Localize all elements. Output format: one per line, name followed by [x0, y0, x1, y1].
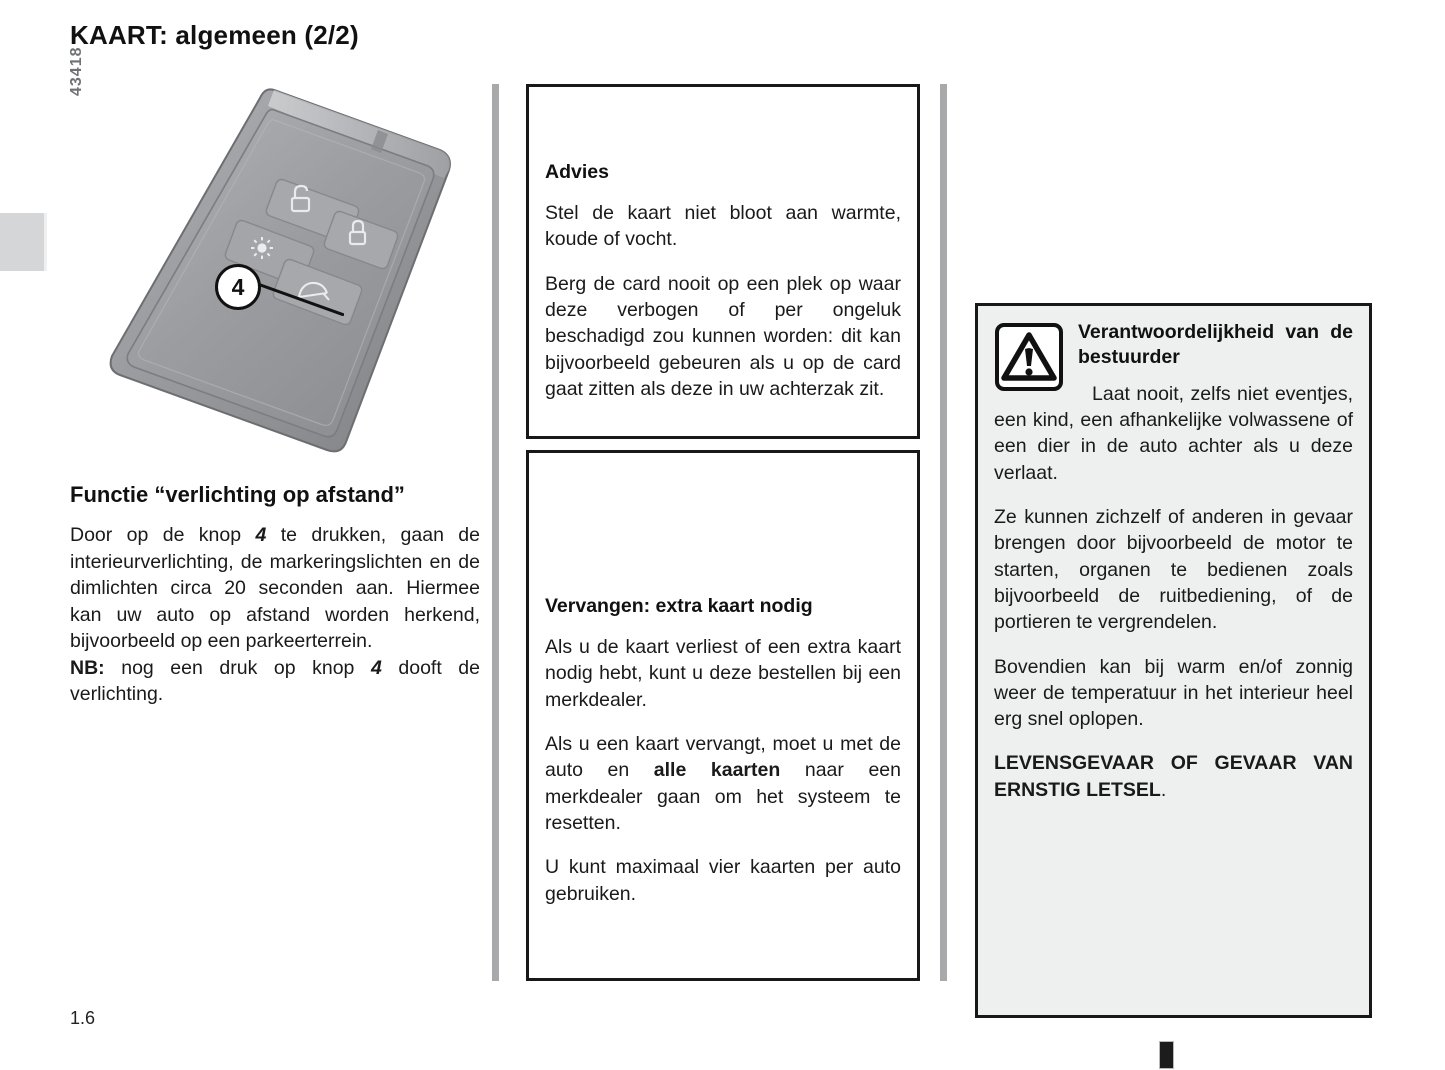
- page-title: KAART: algemeen (2/2): [70, 20, 359, 50]
- warning-paragraph-3: Bovendien kan bij warm en/of zonnig weer de temperatuur in het interieur heel erg snel oplopen.: [994, 655, 1353, 731]
- nb-label: NB:: [70, 656, 105, 679]
- column-divider-left: [492, 84, 499, 981]
- keycard-illustration: [78, 84, 478, 469]
- advies-box: [526, 84, 920, 439]
- warning-heading: Verantwoordelijkheid van de bestuurder: [1078, 321, 1353, 369]
- advies-paragraph-2: Berg de card nooit op een plek op waar deze verbogen of per ongeluk beschadigd zou kunnen worden: dit kan bijvoorbeeld gebeuren als u op de card gaat zitten als deze in uw achterzak zit.: [545, 272, 901, 400]
- nb-text-b: dooft de verlichting.: [70, 656, 480, 706]
- left-column-text: [70, 482, 480, 708]
- paragraph-text-b: te drukken, gaan de interieurverlichting, de markeringslichten en de dimlichten circa 20 seconden aan. Hiermee kan uw auto op afstand worden herkend, bijvoorbeeld op een parkeerterrein.: [70, 524, 480, 653]
- warning-paragraph-2: Ze kunnen zichzelf of anderen in gevaar brengen door bijvoorbeeld de motor te starten, organen te bedienen zoals bijvoorbeeld de ruitbediening, of de portieren te vergrendelen.: [994, 505, 1353, 634]
- paragraph-text-a: Door op de knop: [70, 524, 256, 546]
- column-divider-right: [940, 84, 947, 981]
- vervangen-paragraph-3: U kunt maximaal vier kaarten per auto gebruiken.: [545, 856, 901, 905]
- page-edge-marker: [1159, 1041, 1174, 1069]
- advies-paragraph-1: Stel de kaart niet bloot aan warmte, koude of vocht.: [545, 202, 901, 251]
- advies-heading: Advies: [545, 161, 609, 183]
- vervangen-text-b: naar een merkdealer gaan om het systeem te resetten.: [545, 759, 901, 834]
- vervangen-text-a: Als u een kaart vervangt, moet u met de auto en: [545, 732, 901, 782]
- callout-leader-line: [252, 282, 344, 316]
- vervangen-heading: Vervangen: extra kaart nodig: [545, 595, 813, 617]
- warning-emphasis-bold: LEVENSGEVAAR OF GEVAAR VAN ERNSTIG LETSEL: [994, 752, 1353, 801]
- vervangen-box: [526, 450, 920, 981]
- figure-reference-number: 43418: [68, 46, 85, 96]
- nb-text-a: nog een druk op knop: [104, 656, 371, 679]
- warning-emphasis-tail: .: [1160, 778, 1167, 801]
- page-number: 1.6: [70, 1008, 96, 1028]
- remote-lighting-paragraph: [70, 522, 480, 708]
- vervangen-paragraph-2: [545, 731, 901, 836]
- vervangen-paragraph-1: Als u de kaart verliest of een extra kaart nodig hebt, kunt u deze bestellen bij een merkdealer.: [545, 636, 901, 711]
- warning-triangle-icon: [994, 322, 1064, 392]
- button-ref-4b: 4: [370, 656, 382, 679]
- section-heading-remote-lighting: Functie “verlichting op afstand”: [70, 482, 405, 507]
- chapter-edge-tab: [0, 213, 47, 271]
- warning-emphasis: [994, 750, 1353, 803]
- warning-paragraph-1: Laat nooit, zelfs niet eventjes, een kind, een afhankelijke volwassene of een dier in de auto achter als u deze verlaat.: [994, 382, 1353, 484]
- driver-responsibility-warning-box: [975, 303, 1372, 1018]
- button-ref-4a: 4: [255, 524, 267, 546]
- vervangen-emphasis: alle kaarten: [653, 759, 781, 782]
- callout-marker-4: 4: [215, 264, 261, 310]
